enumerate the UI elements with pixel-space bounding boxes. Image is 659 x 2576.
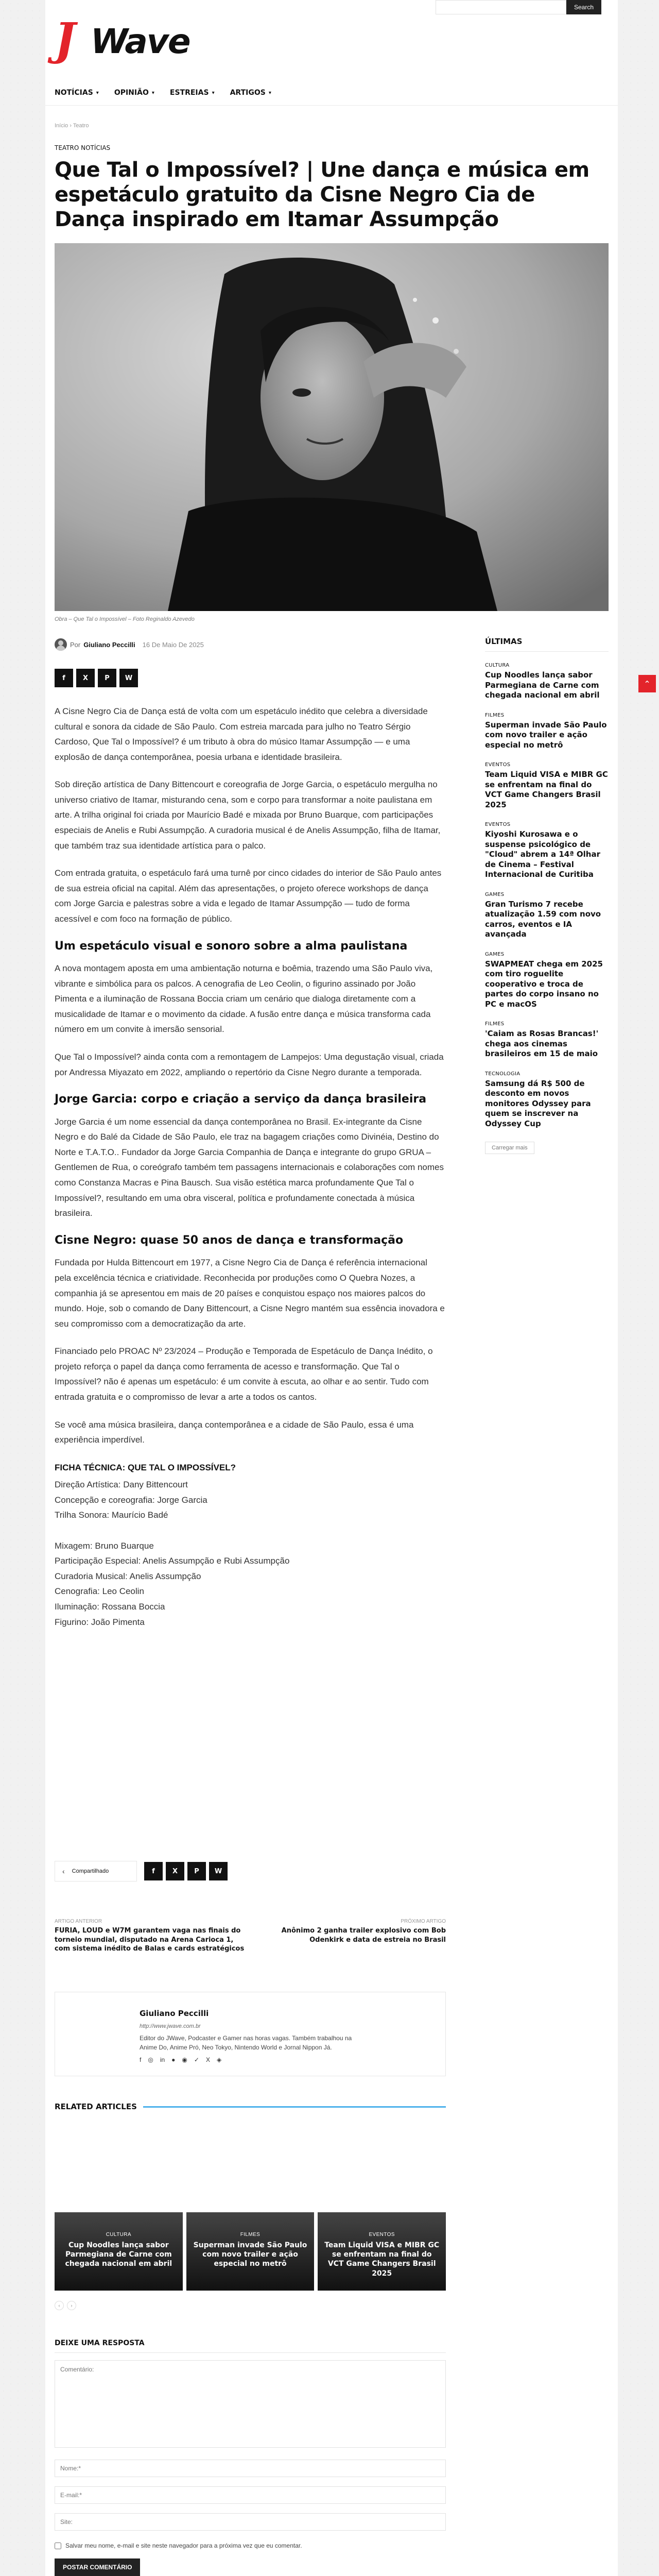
related-card-title[interactable]: Superman invade São Paulo com novo trailer e ação especial no metrô	[193, 2241, 307, 2268]
comment-form-title: DEIXE UMA RESPOSTA	[55, 2339, 446, 2353]
ficha-line: Cenografia: Leo Ceolin	[55, 1586, 144, 1597]
sidebar-item-category[interactable]: EVENTOS	[485, 822, 511, 827]
x-twitter-icon[interactable]: X	[166, 1862, 184, 1880]
related-title: RELATED ARTICLES	[55, 2102, 137, 2111]
nav-item-noticias[interactable]	[55, 89, 99, 97]
vimeo-icon[interactable]: ✓	[194, 2056, 199, 2063]
x-twitter-icon[interactable]: X	[76, 669, 95, 687]
author-box-avatar[interactable]	[73, 2011, 122, 2060]
nav-item-estreias[interactable]	[170, 89, 215, 97]
related-pagination	[55, 2301, 76, 2310]
save-info-checkbox[interactable]	[55, 2543, 61, 2549]
related-card-category[interactable]: CULTURA	[106, 2232, 131, 2238]
related-articles-header	[55, 2102, 446, 2111]
article-title: Que Tal o Impossível? | Une dança e música em espetáculo gratuito da Cisne Negro Cia de Dança inspirado em Itamar Assumpção	[55, 158, 589, 231]
paragraph: A nova montagem aposta em uma ambientação noturna e boêmia, trazendo uma São Paulo viva, vibrante e simbólica para os palcos. A cenografia de Leo Ceolin, o figurino assinado por João Pimenta e a iluminação de Rossana Boccia criam um cenário que dialoga diretamente com a musicalidade de Itamar e o movimento da cidade. A fusão entre dança e música transforma cada número em um convite à imersão sensorial.	[55, 963, 433, 1035]
twitch-icon[interactable]: ◉	[182, 2056, 187, 2063]
website-field[interactable]	[55, 2513, 446, 2531]
sidebar-latest	[485, 663, 609, 1154]
ficha-line: Trilha Sonora: Maurício Badé	[55, 1510, 168, 1520]
arrow-up-icon: ⌃	[644, 679, 651, 689]
site-logo[interactable]	[55, 13, 219, 65]
publish-date: 16 De Maio De 2025	[142, 640, 204, 649]
paragraph: Com entrada gratuita, o espetáculo fará uma turnê por cinco cidades do interior de São Paulo antes de sua estreia oficial na capital. Além das apresentações, o projeto oferece workshops de dança com Jorge Garcia e palestras sobre a vida e legado de Itamar Assumpção — tudo de forma acessível e com foco na formação de público.	[55, 868, 442, 924]
section-heading: Um espetáculo visual e sonoro sobre a alma paulistana	[55, 939, 408, 953]
nav-item-opiniao[interactable]	[114, 89, 154, 97]
article-body	[55, 704, 446, 1630]
section-heading: Cisne Negro: quase 50 anos de dança e transformação	[55, 1233, 404, 1247]
nav-label: OPINIÃO	[114, 89, 149, 97]
related-rule	[143, 2106, 446, 2108]
nav-divider	[45, 105, 618, 106]
next-title[interactable]: Anônimo 2 ganha trailer explosivo com Bob Odenkirk e data de estreia no Brasil	[281, 1927, 446, 1944]
related-card-title[interactable]: Cup Noodles lança sabor Parmegiana de Carne com chegada nacional em abril	[65, 2241, 172, 2268]
sidebar-item-title[interactable]: Gran Turismo 7 recebe atualização 1.59 com novo carros, eventos e IA avançada	[485, 899, 601, 939]
previous-title[interactable]: FURIA, LOUD e W7M garantem vaga nas finais do torneio mundial, disputado na Arena Carioca 1, com sistema inédito de Balas e cards estratégicos	[55, 1927, 245, 1953]
sidebar-item-category[interactable]: GAMES	[485, 951, 505, 957]
comment-form	[55, 2339, 446, 2576]
nav-item-artigos[interactable]	[230, 89, 271, 97]
sidebar-item-title[interactable]: Samsung dá R$ 500 de desconto em novos monitores Odyssey para quem se inscrever na Odyssey Cup	[485, 1078, 591, 1128]
section-heading: Jorge Garcia: corpo e criação a serviço da dança brasileira	[55, 1093, 427, 1106]
author-box	[55, 1992, 446, 2076]
paragraph: Se você ama música brasileira, dança contemporânea e a cidade de São Paulo, essa é uma experiência imperdível.	[55, 1419, 414, 1445]
related-articles	[55, 2138, 446, 2291]
related-card-category[interactable]: EVENTOS	[369, 2232, 395, 2238]
breadcrumb[interactable]: Início › Teatro	[55, 123, 89, 129]
sidebar-item-title[interactable]: 'Caiam as Rosas Brancas!' chega aos cinemas brasileiros em 15 de maio	[485, 1029, 599, 1058]
ficha-line: Participação Especial: Anelis Assumpção e Rubi Assumpção	[55, 1556, 290, 1566]
chevron-down-icon: ▾	[268, 90, 271, 96]
author-avatar[interactable]	[55, 638, 67, 651]
post-comment-button[interactable]: POSTAR COMENTÁRIO	[55, 2558, 140, 2576]
paragraph: A Cisne Negro Cia de Dança está de volta com um espetáculo inédito que celebra a diversidade cultural e sonora da cidade de São Paulo. Com estreia marcada para julho no Teatro Sérgio Cardoso, Que Tal o Impossível? é um tributo à obra do músico Itamar Assumpção — e uma explosão de dança contemporânea, poesia urbana e identidade brasileira.	[55, 706, 428, 762]
sidebar-item[interactable]	[485, 762, 609, 810]
facebook-icon[interactable]: f	[144, 1862, 163, 1880]
author-link[interactable]: Giuliano Peccilli	[83, 640, 135, 649]
sidebar-item[interactable]	[485, 952, 609, 1010]
chevron-down-icon: ▾	[96, 90, 99, 96]
related-card-title[interactable]: Team Liquid VISA e MIBR GC se enfrentam na final do VCT Game Changers Brasil 2025	[324, 2241, 440, 2278]
whatsapp-icon[interactable]: W	[119, 669, 138, 687]
sidebar-item-title[interactable]: Team Liquid VISA e MIBR GC se enfrentam na final do VCT Game Changers Brasil 2025	[485, 770, 608, 809]
sidebar-item-category[interactable]: CULTURA	[485, 663, 510, 668]
linkedin-icon[interactable]: in	[160, 2056, 165, 2063]
prev-page-button[interactable]: ‹	[55, 2301, 64, 2310]
instagram-icon[interactable]: ◎	[148, 2056, 153, 2063]
facebook-icon[interactable]: f	[55, 669, 73, 687]
chevron-down-icon: ▾	[212, 90, 215, 96]
author-box-name[interactable]: Giuliano Peccilli	[140, 2009, 209, 2018]
sidebar-item-category[interactable]: EVENTOS	[485, 762, 511, 768]
share-label	[55, 1861, 137, 1882]
nav-label: ARTIGOS	[230, 89, 266, 97]
related-card-overlay	[55, 2212, 183, 2291]
sidebar-item-title[interactable]: Kiyoshi Kurosawa e o suspense psicológico de "Cloud" abrem a 14ª Olhar de Cinema – Festival Internacional de Curitiba	[485, 829, 600, 879]
share-label-text: Compartilhado	[72, 1868, 109, 1874]
sidebar-item[interactable]	[485, 822, 609, 880]
email-field[interactable]	[55, 2486, 446, 2504]
sidebar-item-title[interactable]: SWAPMEAT chega em 2025 com tiro roguelite cooperativo e troca de partes do corpo insano no PC e macOS	[485, 959, 603, 1009]
ficha-spacer	[55, 1523, 446, 1538]
sidebar-item-category[interactable]: FILMES	[485, 1021, 505, 1027]
sidebar-item[interactable]	[485, 713, 609, 751]
share-buttons	[55, 669, 446, 687]
whatsapp-icon[interactable]: W	[209, 1862, 228, 1880]
sidebar-item[interactable]	[485, 1021, 609, 1059]
related-card-overlay	[318, 2212, 446, 2291]
search-input[interactable]	[436, 0, 566, 14]
facebook-icon[interactable]: f	[140, 2056, 142, 2063]
reddit-icon[interactable]: ●	[171, 2056, 176, 2063]
share-arrow-icon: ‹	[62, 1867, 65, 1875]
pinterest-icon[interactable]: P	[187, 1862, 206, 1880]
author-box-url[interactable]: http://www.jwave.com.br	[140, 2023, 201, 2029]
related-card[interactable]	[318, 2138, 446, 2291]
ficha-line: Figurino: João Pimenta	[55, 1617, 145, 1627]
pinterest-icon[interactable]: P	[98, 669, 116, 687]
sidebar-item-title[interactable]: Superman invade São Paulo com novo trailer e ação especial no metrô	[485, 720, 607, 750]
byline-prefix: Por	[70, 640, 81, 649]
related-card-category[interactable]: FILMES	[240, 2232, 261, 2238]
ficha-line: Mixagem: Bruno Buarque	[55, 1540, 154, 1551]
author-social-links	[140, 2056, 221, 2063]
sidebar-item-category[interactable]: FILMES	[485, 712, 505, 718]
author-box-bio: Editor do JWave, Podcaster e Gamer nas horas vagas. Também trabalhou na Anime Do, Anime Pró, Neo Tokyo, Nintendo World e Jornal Nippon Já.	[140, 2035, 352, 2051]
nav-label: ESTREIAS	[169, 89, 209, 97]
related-card-overlay	[186, 2212, 315, 2291]
name-field[interactable]	[55, 2460, 446, 2477]
sidebar-item[interactable]	[485, 1071, 609, 1129]
logo-word: Wave	[91, 22, 190, 61]
paragraph: Que Tal o Impossível? ainda conta com a remontagem de Lampejos: Uma degustação visual, criada por Andressa Miyazato em 2022, ampliando o repertório da Cisne Negro durante a temporada.	[55, 1052, 444, 1077]
byline	[55, 638, 446, 651]
next-page-button[interactable]: ›	[67, 2301, 76, 2310]
bottom-share-bar	[55, 1861, 446, 1882]
previous-article[interactable]	[55, 1919, 250, 1954]
next-article[interactable]	[250, 1919, 446, 1944]
paragraph: Sob direção artística de Dany Bittencourt e coreografia de Jorge Garcia, o espetáculo mergulha no universo criativo de Itamar, misturando cena, som e corpo para transformar a noite paulistana em arte. A trilha original foi criada por Maurício Badé e mixada por Bruno Buarque, com participações especiais de Anelis e Rubi Assumpção. A curadoria musical é de Anelis Assumpção, filha de Itamar, que também traz sua identidade artística para o palco.	[55, 779, 441, 851]
sidebar-item-category[interactable]: GAMES	[485, 891, 505, 897]
related-card[interactable]	[55, 2138, 183, 2291]
sidebar-item-title[interactable]: Cup Noodles lança sabor Parmegiana de Carne com chegada nacional em abril	[485, 670, 600, 700]
sidebar-item[interactable]	[485, 892, 609, 940]
load-more-button[interactable]: Carregar mais	[485, 1142, 534, 1154]
ficha-line: Direção Artística: Dany Bittencourt	[55, 1480, 188, 1490]
ficha-line: Concepção e coreografia: Jorge Garcia	[55, 1495, 207, 1505]
ficha-line: Iluminação: Rossana Boccia	[55, 1601, 165, 1612]
paragraph: Jorge Garcia é um nome essencial da dança contemporânea no Brasil. Ex-integrante da Cisne Negro e do Balé da Cidade de São Paulo, ele traz na bagagem criações como Divinéia, Destino do Norte e T.A.T.O.. Fundador da Jorge Garcia Companhia de Dança e integrante do grupo GRUA – Gentlemen de Rua, o coreógrafo também tem passagens internacionais e colaborações com nomes como Constanza Macras e Pina Bausch. Sua visão estética marca profundamente Que Tal o Impossível?, resultando em uma obra visceral, política e profundamente conectada à música brasileira.	[55, 1116, 444, 1218]
sidebar-title: ÚLTIMAS	[485, 637, 609, 652]
ficha-title: FICHA TÉCNICA: QUE TAL O IMPOSSÍVEL?	[55, 1462, 236, 1472]
scroll-to-top-button[interactable]	[638, 675, 656, 692]
sidebar-item[interactable]	[485, 663, 609, 701]
search-bar	[436, 0, 601, 14]
main-nav	[55, 89, 271, 97]
image-caption: Obra – Que Tal o Impossível – Foto Reginaldo Azevedo	[55, 616, 195, 622]
chevron-down-icon: ▾	[151, 90, 154, 96]
paragraph: Fundada por Hulda Bittencourt em 1977, a Cisne Negro Cia de Dança é referência internacional pela excelência técnica e criatividade. Reconhecida por produções como O Quebra Nozes, a companhia já se apresentou em mais de 20 países e conquistou espaço nos maiores palcos do mundo. Hoje, sob o comando de Dany Bittencourt, a Cisne Negro mantém sua essência inovadora e seu compromisso com a democratização da arte.	[55, 1258, 445, 1329]
sidebar-item-category[interactable]: TECNOLOGIA	[485, 1071, 521, 1077]
nav-label: NOTÍCIAS	[55, 89, 93, 97]
logo-mark: J	[55, 13, 76, 65]
paragraph: Financiado pelo PROAC Nº 23/2024 – Produção e Temporada de Espetáculo de Dança Inédito, o projeto reforça o papel da dança como ferramenta de acesso e transformação. Que Tal o Impossível? não é apenas um espetáculo: é um convite à escuta, ao olhar e ao sentir. Tudo com entrada gratuita e o compromisso de levar a arte a todos os cantos.	[55, 1346, 433, 1402]
hero-image	[55, 243, 609, 611]
page	[45, 0, 618, 2576]
youtube-icon[interactable]: ◈	[216, 2056, 222, 2063]
save-info-consent[interactable]	[55, 2542, 446, 2549]
previous-label: ARTIGO ANTERIOR	[55, 1919, 102, 1924]
comment-textarea[interactable]	[55, 2360, 446, 2448]
related-card[interactable]	[186, 2138, 315, 2291]
next-label: PRÓXIMO ARTIGO	[401, 1919, 446, 1924]
x-twitter-icon[interactable]: X	[205, 2056, 210, 2063]
category-tag[interactable]: TEATRO NOTÍCIAS	[55, 144, 111, 151]
save-info-label: Salvar meu nome, e-mail e site neste navegador para a próxima vez que eu comentar.	[65, 2542, 302, 2549]
search-button[interactable]: Search	[566, 0, 601, 14]
ficha-line: Curadoria Musical: Anelis Assumpção	[55, 1571, 201, 1581]
